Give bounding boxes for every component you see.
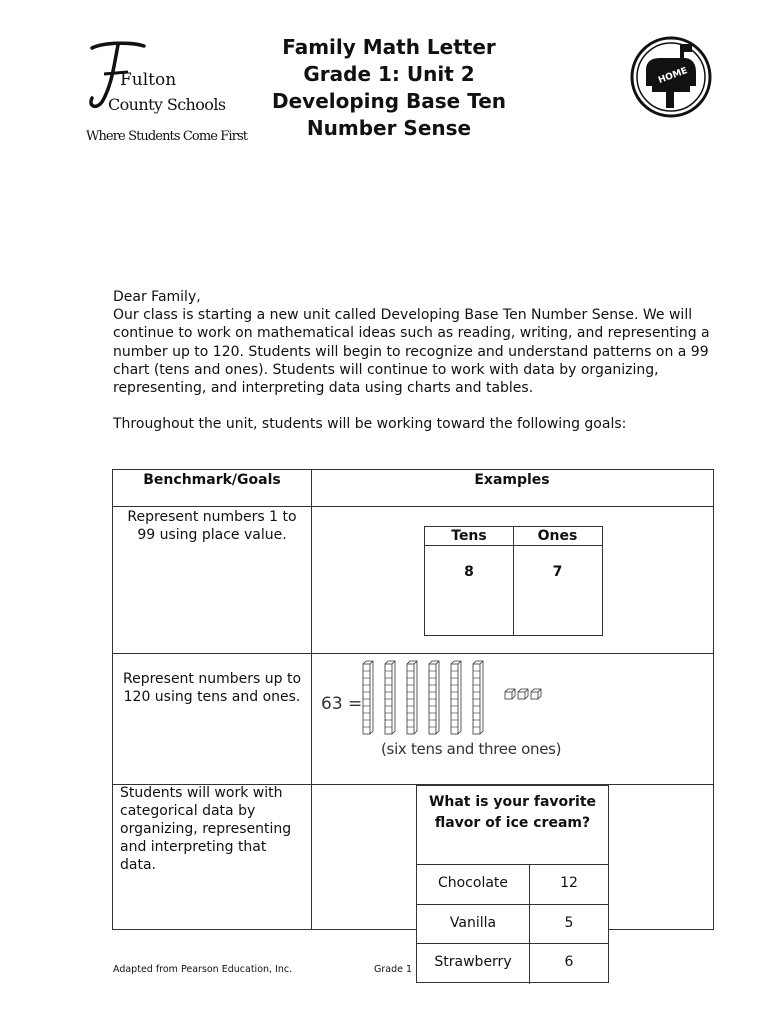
ten-rod [429,661,439,734]
ten-rod [451,661,461,734]
one-cube [531,689,541,699]
goals-table [112,469,714,930]
svg-text:HOME: HOME [657,66,689,86]
place-value-chart [424,526,603,636]
ten-rod [407,661,417,734]
title-line-3: Developing Base Ten [271,89,506,113]
flavor-cell: Chocolate [437,875,509,891]
svg-text:County Schools: County Schools [108,95,226,114]
base-ten-blocks-drawing [319,656,581,740]
survey-question: What is your favorite flavor of ice cream? [428,794,597,831]
ones-value: 7 [552,564,563,580]
blocks-caption: (six tens and three ones) [381,740,562,758]
page-title [230,34,548,142]
flavor-cell: Vanilla [449,915,497,931]
greeting: Dear Family, [113,289,201,305]
svg-text:Fulton: Fulton [120,70,177,90]
title-line-2: Grade 1: Unit 2 [303,62,475,86]
flavor-cell: Strawberry [434,954,512,970]
title-line-1: Family Math Letter [282,35,496,59]
ten-rod [473,661,483,734]
tens-value: 8 [464,564,474,580]
column-divider [311,470,312,929]
header-benchmark: Benchmark/Goals [143,472,281,488]
base-ten-blocks-example [319,656,581,764]
goal-tens-ones: Represent numbers up to 120 using tens and ones. [122,671,302,705]
count-cell: 5 [529,905,608,945]
intro-paragraph: Our class is starting a new unit called Developing Base Ten Number Sense. We will continue to work on mathematical ideas such as reading, writing, and representing a number up to 120. Students will begin to recognize and understand patterns on a 99 chart (tens and ones). Students will continue to work with data by organizing, representing, and interpreting data using charts and tables. [113,307,710,397]
count-cell: 6 [529,944,608,984]
footer-grade: Grade 1 [374,964,413,975]
table-row [417,904,608,945]
ice-cream-survey-table [416,785,609,983]
ten-rod [363,661,373,734]
svg-text:Where Students Come First: Where Students Come First [86,129,248,144]
tens-header: Tens [451,528,487,544]
title-line-4: Number Sense [306,116,472,140]
count-cell: 12 [529,865,608,905]
ones-header: Ones [537,528,578,544]
blocks-equation: 63 = [321,694,363,714]
one-cube [518,689,528,699]
ten-rod [385,661,395,734]
row-divider [113,653,713,654]
goal-place-value: Represent numbers 1 to 99 using place value. [127,509,297,543]
header-examples: Examples [474,472,550,488]
one-cube [505,689,515,699]
table-row [417,864,608,905]
header-divider [113,506,713,507]
goal-categorical-data: Students will work with categorical data by organizing, representing and interpreting that data. [120,785,292,873]
table-row [417,943,608,984]
fulton-county-schools-logo [84,40,248,150]
footer-credit: Adapted from Pearson Education, Inc. [113,964,293,975]
goals-intro: Throughout the unit, students will be working toward the following goals: [113,416,627,433]
letter-body [113,288,743,433]
home-mailbox-seal [630,36,712,118]
